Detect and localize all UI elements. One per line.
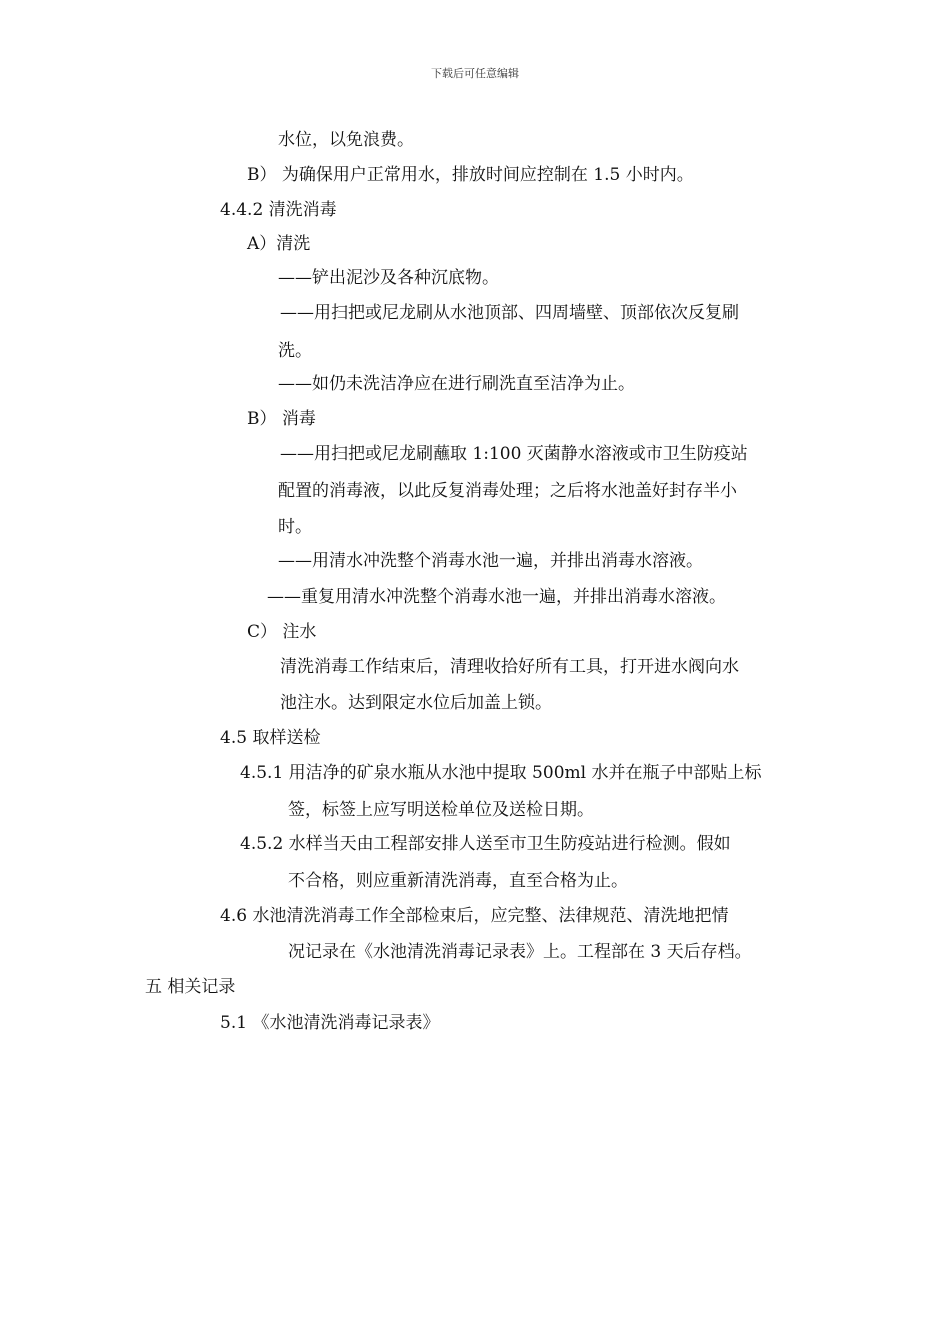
text-line: 4.5.1 用洁净的矿泉水瓶从水池中提取 500ml 水并在瓶子中部贴上标: [240, 763, 762, 783]
subsection-heading: A）清洗: [247, 234, 311, 254]
page-header: 下载后可任意编辑: [431, 67, 519, 80]
text-line: ——如仍未洗洁净应在进行刷洗直至洁净为止。: [278, 374, 635, 394]
text-line: 4.6 水池清洗消毒工作全部检束后，应完整、法律规范、清洗地把情: [220, 906, 729, 926]
subsection-heading: C） 注水: [247, 622, 317, 642]
text-line: ——重复用清水冲洗整个消毒水池一遍，并排出消毒水溶液。: [267, 587, 726, 607]
text-line: 池注水。达到限定水位后加盖上锁。: [280, 693, 552, 713]
section-heading: 4.4.2 清洗消毒: [220, 200, 337, 220]
text-line: 清洗消毒工作结束后，清理收拾好所有工具，打开进水阀向水: [280, 657, 739, 677]
text-line: B） 为确保用户正常用水，排放时间应控制在 1.5 小时内。: [247, 165, 694, 185]
text-line: 时。: [278, 517, 312, 537]
subsection-heading: B） 消毒: [247, 409, 316, 429]
text-line: 5.1 《水池清洗消毒记录表》: [220, 1013, 440, 1033]
chapter-heading: 五 相关记录: [145, 977, 236, 997]
text-line: ——铲出泥沙及各种沉底物。: [278, 268, 499, 288]
text-line: 水位，以免浪费。: [278, 130, 414, 150]
text-line: 签，标签上应写明送检单位及送检日期。: [288, 800, 594, 820]
text-line: 不合格，则应重新清洗消毒，直至合格为止。: [288, 871, 628, 891]
text-line: 洗。: [278, 341, 312, 361]
text-line: 况记录在《水池清洗消毒记录表》上。工程部在 3 天后存档。: [288, 942, 752, 962]
text-line: 4.5.2 水样当天由工程部安排人送至市卫生防疫站进行检测。假如: [240, 834, 731, 854]
text-line: 配置的消毒液，以此反复消毒处理；之后将水池盖好封存半小: [278, 481, 737, 501]
text-line: ——用扫把或尼龙刷蘸取 1:100 灭菌静水溶液或市卫生防疫站: [280, 444, 748, 464]
text-line: ——用扫把或尼龙刷从水池顶部、四周墙壁、顶部依次反复刷: [280, 303, 739, 323]
text-line: ——用清水冲洗整个消毒水池一遍，并排出消毒水溶液。: [278, 551, 703, 571]
section-heading: 4.5 取样送检: [220, 728, 321, 748]
